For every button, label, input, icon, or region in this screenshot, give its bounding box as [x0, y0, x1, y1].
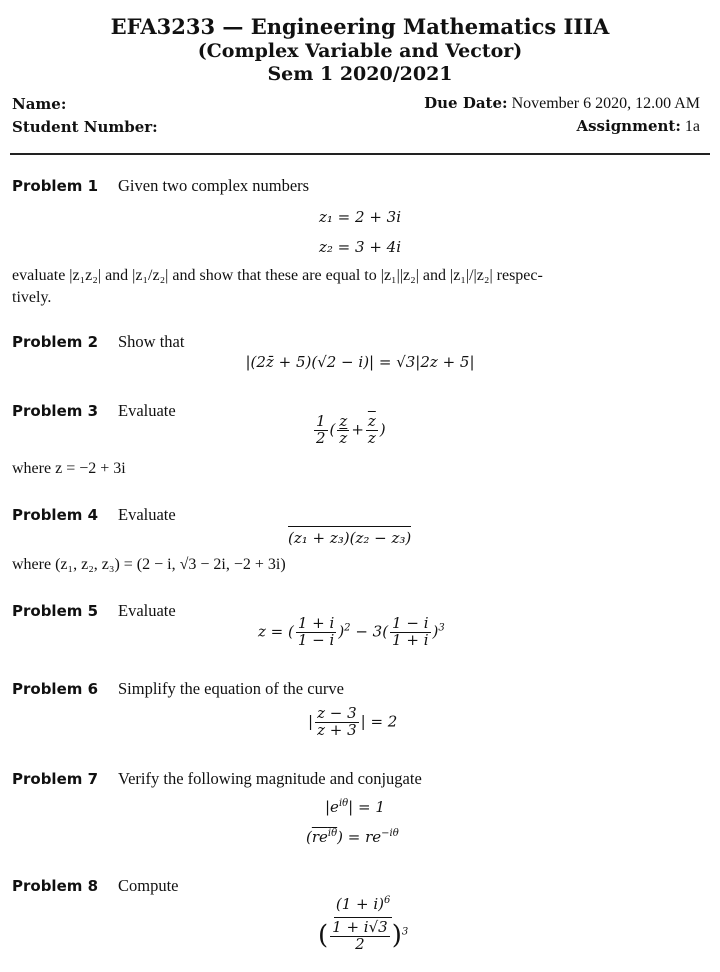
problem-1-label: Problem 1	[12, 177, 99, 195]
problem-4-eq: (z₁ + z₃)(z₂ − z₃)	[288, 526, 411, 547]
problem-6-text: Simplify the equation of the curve	[118, 679, 344, 698]
due-date-label: Due Date:	[424, 94, 508, 112]
student-number-label: Student Number:	[12, 118, 158, 136]
problem-2-eq: |(2z̄ + 5)(√2 − i)| = √3|2z + 5|	[245, 353, 475, 371]
problem-3-text: Evaluate	[118, 401, 176, 420]
problem-5-text: Evaluate	[118, 601, 176, 620]
problem-1-eq1: z₁ = 2 + 3i	[318, 208, 401, 226]
header-divider	[10, 153, 710, 155]
problem-1-after: evaluate |z₁z₂| and |z₁/z₂| and show that these are equal to |z₁||z₂| and |z₁|/|z₂| respec-	[12, 267, 543, 284]
problem-6-eq: | $\frac{z - 3}{z + 3}$ | = 2	[308, 704, 398, 739]
problem-4-label: Problem 4	[12, 506, 99, 524]
problem-1-text: Given two complex numbers	[118, 176, 310, 195]
course-subtitle: (Complex Variable and Vector)	[197, 40, 523, 62]
problem-4-text: Evaluate	[118, 505, 176, 524]
problem-8-label: Problem 8	[12, 877, 99, 895]
problem-7-eq2: $(re^{i\theta}) = re^{-i\theta}$	[306, 828, 399, 846]
problem-2-text: Show that	[118, 332, 185, 351]
problem-7-eq1: $|e^{i\theta}| = 1$	[325, 798, 385, 816]
problem-5-label: Problem 5	[12, 602, 99, 620]
problem-4-where: where (z₁, z₂, z₃) = (2 − i, √3 − 2i, −2 + 3i)	[12, 556, 286, 573]
due-date-value: November 6 2020, 12.00 AM	[511, 95, 700, 112]
problem-1-after2: tively.	[12, 289, 52, 306]
problem-3-eq: $\frac{1}{2}$ ( $\frac{z}{z}$ + $\frac{\overline{z}}{z}$ )	[316, 412, 386, 447]
assignment	[576, 117, 700, 136]
problem-8-text: Compute	[118, 876, 179, 895]
name-label: Name:	[12, 95, 67, 113]
due-date	[424, 94, 700, 113]
problem-1-eq2: z₂ = 3 + 4i	[318, 238, 401, 256]
assignment-value: 1a	[684, 118, 700, 135]
problem-8-eq: $(1 + i)^6$ ( $\frac{1 + i√3}{2}$ )$^3$	[318, 895, 409, 953]
problem-6-label: Problem 6	[12, 680, 99, 698]
assignment-label: Assignment:	[576, 117, 681, 135]
problem-5-eq: z = ( $\frac{1 + i}{1 - i}$ )$^2$ − 3( $\frac{1 - i}{1 + i}$ )$^3$	[258, 614, 445, 649]
problem-7-label: Problem 7	[12, 770, 99, 788]
semester: Sem 1 2020/2021	[267, 63, 453, 85]
course-title: EFA3233 — Engineering Mathematics IIIA	[110, 14, 610, 39]
problem-3-label: Problem 3	[12, 402, 99, 420]
problem-3-where: where z = −2 + 3i	[12, 460, 126, 477]
problem-2-label: Problem 2	[12, 333, 99, 351]
problem-7-text: Verify the following magnitude and conjugate	[118, 769, 422, 788]
